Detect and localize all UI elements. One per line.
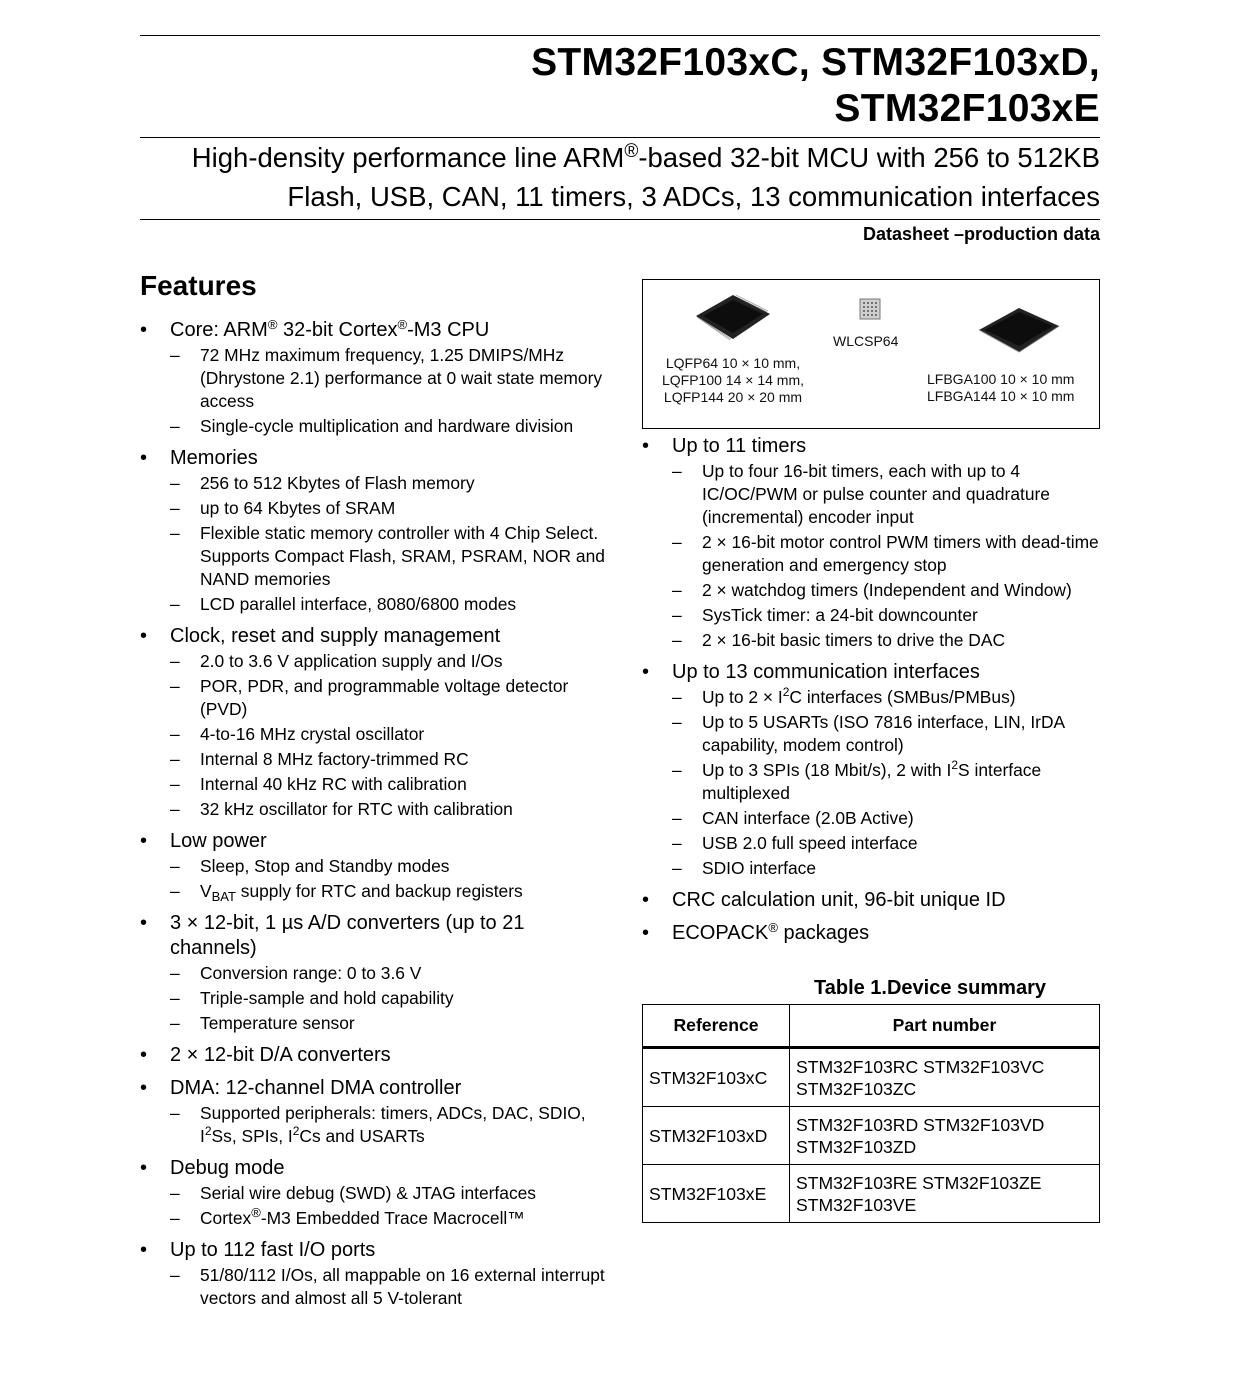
caption-line: LQFP144 20 × 20 mm [663, 389, 803, 405]
feature-label: Up to 13 communication interfaces [672, 661, 980, 683]
feature-label: Memories [170, 447, 258, 469]
feature-dma [140, 1076, 610, 1148]
title-line-1: STM32F103xC, STM32F103xD, [531, 41, 1100, 84]
registered-mark: ® [397, 317, 408, 332]
feature-label: 2 × 12-bit D/A converters [170, 1044, 391, 1066]
feature-dac [140, 1043, 610, 1068]
feature-communication [642, 660, 1100, 880]
part-numbers: STM32F103RE STM32F103ZE [796, 1172, 1042, 1193]
sub-feature-spi [672, 759, 1100, 805]
sub-feature: – Up to 5 USARTs (ISO 7816 interface, LIN, IrDA capability, modem control) [672, 711, 1100, 757]
feature-label: Clock, reset and supply management [170, 625, 501, 647]
sub-feature-i2c [672, 686, 1100, 709]
features-heading: Features [140, 270, 257, 301]
lqfp-chip-icon [693, 292, 773, 342]
sub-feature: – Flexible static memory controller with 4 Chip Select. Supports Compact Flash, SRAM, PSRAM, NOR and NAND memories [170, 522, 610, 591]
sub-feature: – Sleep, Stop and Standby modes [170, 855, 610, 878]
caption-line: LFBGA144 10 × 10 mm [927, 388, 1075, 404]
dma-text-a: Supported peripherals: timers, ADCs, DAC, SDIO, I [200, 1103, 586, 1146]
reference-cell: STM32F103xC [643, 1048, 790, 1107]
sub-feature: – LCD parallel interface, 8080/6800 modes [170, 593, 610, 616]
title-line-2: STM32F103xE [834, 87, 1100, 130]
sub-feature: – USB 2.0 full speed interface [672, 832, 1100, 855]
registered-mark: ® [267, 317, 278, 332]
sub-feature: – Serial wire debug (SWD) & JTAG interfaces [170, 1182, 610, 1205]
sub-feature: – Single-cycle multiplication and hardware division [170, 415, 610, 438]
feature-timers [642, 434, 1100, 652]
column-header-part-number: Part number [790, 1005, 1100, 1048]
features-right-column [642, 434, 1100, 954]
vbat-v: V [200, 881, 212, 901]
dma-text-b: Ss, SPIs, I [211, 1126, 293, 1146]
feature-clock [140, 624, 610, 821]
top-rule [140, 35, 1100, 36]
sub-feature: – up to 64 Kbytes of SRAM [170, 497, 610, 520]
feature-label: DMA: 12-channel DMA controller [170, 1077, 462, 1099]
subtitle-line-1 [140, 138, 1100, 177]
datasheet-page [140, 0, 1100, 1400]
subtitle-text-b: -based 32-bit MCU with 256 to 512KB [638, 142, 1100, 173]
sub-feature: – 72 MHz maximum frequency, 1.25 DMIPS/MHz (Dhrystone 2.1) performance at 0 wait state memory access [170, 344, 610, 413]
caption-line: LFBGA100 10 × 10 mm [927, 371, 1075, 387]
feature-label: CRC calculation unit, 96-bit unique ID [672, 889, 1006, 911]
ecopack-text-a: ECOPACK [672, 922, 769, 944]
sub-feature: – SDIO interface [672, 857, 1100, 880]
sub-feature: – Internal 8 MHz factory-trimmed RC [170, 748, 610, 771]
part-numbers: STM32F103ZC [796, 1078, 917, 1099]
sub-feature: – Triple-sample and hold capability [170, 987, 610, 1010]
document-type: Datasheet –production data [862, 224, 1100, 244]
feature-low-power [140, 829, 610, 903]
subtitle-text-a: High-density performance line ARM [191, 142, 625, 173]
caption-line: LQFP100 14 × 14 mm, [661, 372, 805, 388]
table-title: Table 1.Device summary [814, 977, 1046, 999]
sub-feature: – CAN interface (2.0B Active) [672, 807, 1100, 830]
vbat-subscript: BAT [211, 889, 236, 904]
superscript-2: 2 [951, 758, 959, 772]
lfbga-caption [927, 371, 1074, 405]
superscript-2: 2 [204, 1124, 212, 1138]
superscript-2: 2 [292, 1124, 300, 1138]
wlcsp-chip-icon [859, 298, 881, 320]
reference-cell: STM32F103xE [643, 1165, 790, 1223]
core-text-b: 32-bit Cortex [277, 319, 398, 341]
wlcsp-caption: WLCSP64 [833, 333, 899, 349]
reference-cell: STM32F103xD [643, 1107, 790, 1165]
feature-core [140, 318, 610, 438]
sub-feature: – 2 × 16-bit basic timers to drive the DAC [672, 629, 1100, 652]
page-subtitle [140, 138, 1100, 216]
sub-feature: – POR, PDR, and programmable voltage detector (PVD) [170, 675, 610, 721]
part-number-cell [790, 1165, 1100, 1223]
feature-debug [140, 1156, 610, 1230]
feature-ecopack [642, 921, 1100, 946]
sub-feature-etm [170, 1207, 610, 1230]
feature-label: Debug mode [170, 1157, 285, 1179]
feature-io [140, 1238, 610, 1310]
table-row [643, 1107, 1100, 1165]
sub-feature: – 2 × watchdog timers (Independent and Window) [672, 579, 1100, 602]
registered-mark: ® [624, 141, 639, 162]
trademark-mark: ™ [507, 1208, 525, 1228]
registered-mark: ® [251, 1205, 261, 1220]
sub-feature: – 2 × 16-bit motor control PWM timers with dead-time generation and emergency stop [672, 531, 1100, 577]
sub-feature: – SysTick timer: a 24-bit downcounter [672, 604, 1100, 627]
part-number-cell [790, 1107, 1100, 1165]
feature-label: 3 × 12-bit, 1 µs A/D converters (up to 21 channels) [170, 912, 525, 959]
i2c-text-a: Up to 2 × I [702, 687, 783, 707]
part-number-cell [790, 1048, 1100, 1107]
part-numbers: STM32F103RC STM32F103VC [796, 1056, 1045, 1077]
page-title [531, 40, 1100, 132]
sub-feature-dma [170, 1102, 610, 1148]
lqfp-caption [653, 355, 813, 406]
subtitle-rule [140, 219, 1100, 220]
sub-feature-vbat [170, 880, 610, 903]
features-left-column [140, 318, 610, 1318]
vbat-text: supply for RTC and backup registers [235, 881, 523, 901]
core-text-c: -M3 CPU [407, 319, 490, 341]
table-header-row [643, 1005, 1100, 1048]
device-summary-table [642, 1004, 1100, 1223]
sub-feature: – 2.0 to 3.6 V application supply and I/Os [170, 650, 610, 673]
sub-feature: – Temperature sensor [170, 1012, 610, 1035]
sub-feature: – 256 to 512 Kbytes of Flash memory [170, 472, 610, 495]
sub-feature: – 32 kHz oscillator for RTC with calibration [170, 798, 610, 821]
table-row [643, 1165, 1100, 1223]
feature-adc [140, 911, 610, 1035]
feature-label: Up to 112 fast I/O ports [170, 1239, 376, 1261]
spi-text-b: S interface multiplexed [702, 760, 1042, 803]
ecopack-text-b: packages [777, 922, 870, 944]
table-row [643, 1048, 1100, 1107]
feature-label: Low power [170, 830, 267, 852]
feature-memories [140, 446, 610, 616]
part-numbers: STM32F103VE [796, 1194, 917, 1215]
spi-text-a: Up to 3 SPIs (18 Mbit/s), 2 with I [702, 760, 952, 780]
sub-feature: – Internal 40 kHz RC with calibration [170, 773, 610, 796]
feature-crc [642, 888, 1100, 913]
sub-feature: – 4-to-16 MHz crystal oscillator [170, 723, 610, 746]
part-numbers: STM32F103ZD [796, 1136, 917, 1157]
sub-feature: – Conversion range: 0 to 3.6 V [170, 962, 610, 985]
sub-feature: – 51/80/112 I/Os, all mappable on 16 external interrupt vectors and almost all 5 V-tolerant [170, 1264, 610, 1310]
etm-text-a: Cortex [200, 1208, 252, 1228]
sub-feature: – Up to four 16-bit timers, each with up to 4 IC/OC/PWM or pulse counter and quadrature (incremental) encoder input [672, 460, 1100, 529]
part-numbers: STM32F103RD STM32F103VD [796, 1114, 1045, 1135]
feature-label: Up to 11 timers [672, 435, 807, 457]
i2c-text-b: C interfaces (SMBus/PMBus) [789, 687, 1016, 707]
core-text-a: Core: ARM [170, 319, 268, 341]
etm-text-b: -M3 Embedded Trace Macrocell [260, 1208, 508, 1228]
subtitle-line-2: Flash, USB, CAN, 11 timers, 3 ADCs, 13 communication interfaces [287, 181, 1100, 212]
registered-mark: ® [768, 920, 778, 935]
dma-text-c: Cs and USARTs [299, 1126, 425, 1146]
package-images-box [642, 279, 1100, 429]
superscript-2: 2 [782, 685, 790, 699]
lfbga-chip-icon [977, 306, 1061, 354]
caption-line: LQFP64 10 × 10 mm, [665, 355, 801, 371]
column-header-reference: Reference [643, 1005, 790, 1048]
